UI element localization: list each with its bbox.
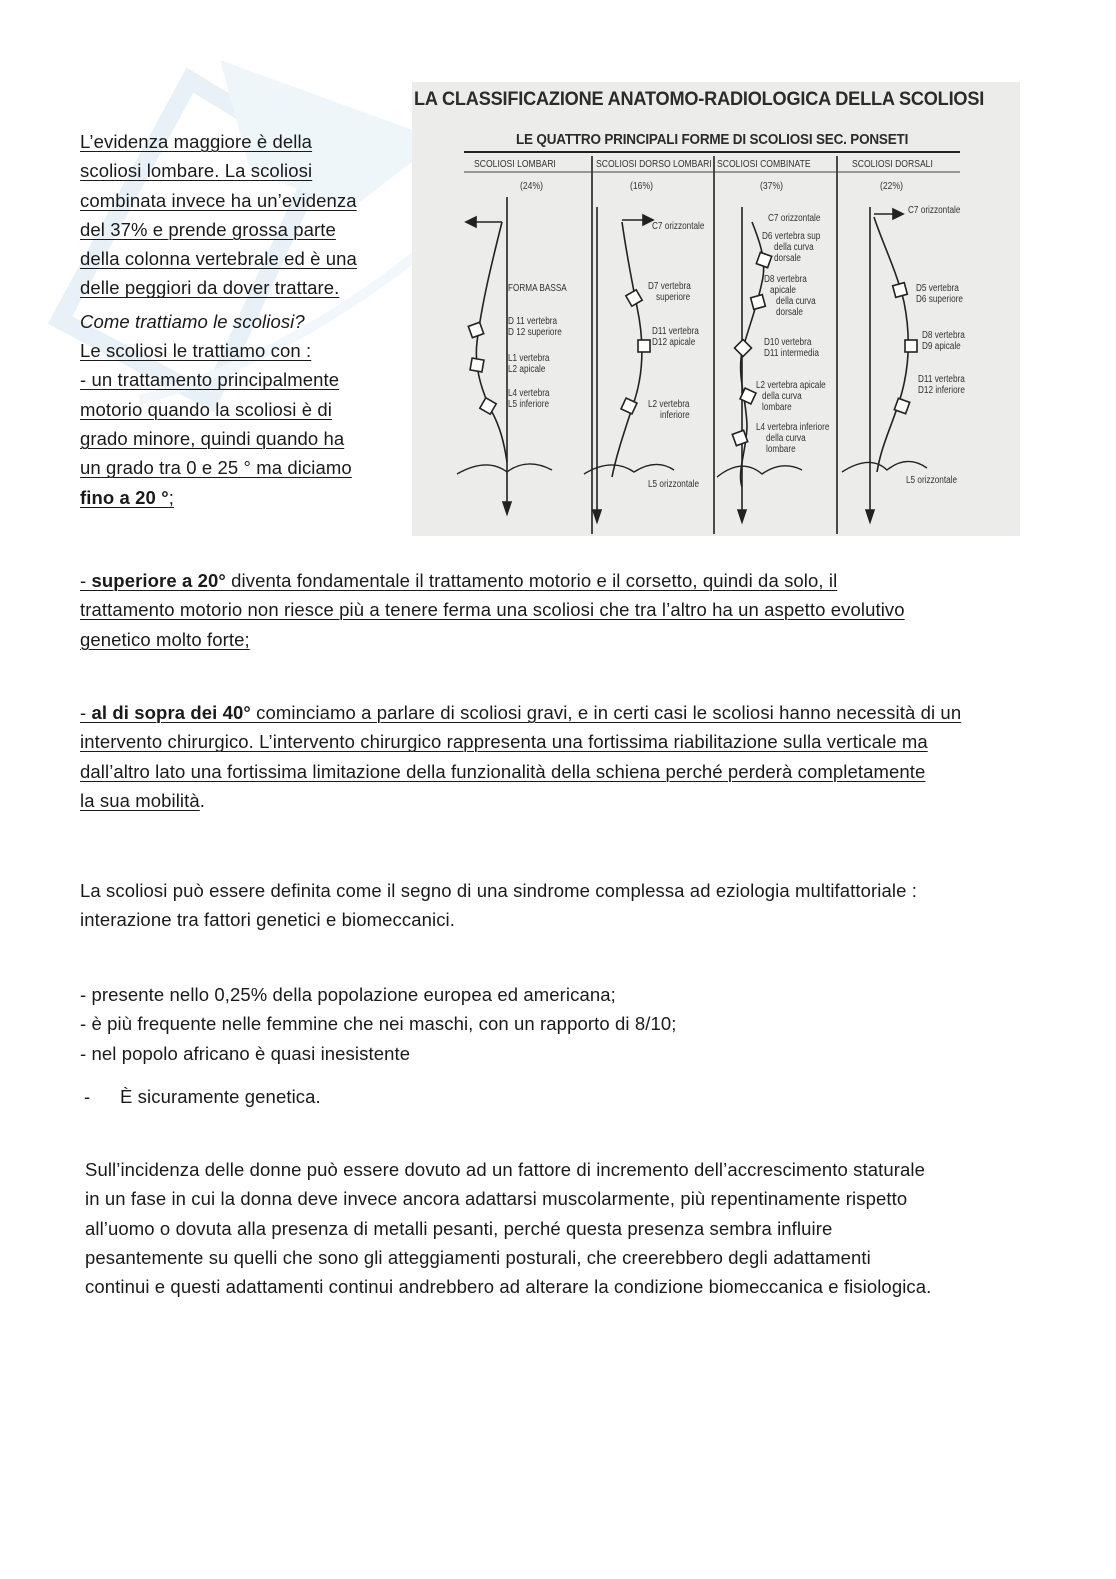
spine-label: D6 superiore — [916, 294, 963, 305]
intro-line: delle peggiori da dover trattare. — [80, 277, 340, 299]
intro-line: del 37% e prende grossa parte — [80, 218, 336, 240]
spine-label: dorsale — [776, 307, 803, 318]
intro-line: della colonna vertebrale ed è una — [80, 248, 357, 270]
spine-label: C7 orizzontale — [908, 205, 961, 216]
spine-diagram — [412, 82, 1020, 536]
spine-label: lombare — [766, 444, 796, 455]
column-header: SCOLIOSI LOMBARI — [474, 158, 556, 170]
column-percent: (22%) — [880, 180, 903, 192]
paragraph-tail: . — [199, 789, 206, 811]
scoliosis-classification-figure — [412, 82, 1020, 536]
paragraph-line: continui e questi adattamenti continui andrebbero ad alterare la condizione biomeccanica e fisiologica. — [85, 1276, 932, 1298]
facts-list — [80, 980, 1040, 1068]
treatment-line: Le scoliosi le trattiamo con : — [80, 340, 312, 362]
intro-line: L’evidenza maggiore è della — [80, 131, 313, 152]
list-dash: - — [84, 1086, 91, 1107]
treatment-line: grado minore, quindi quando ha — [80, 427, 345, 449]
spine-label: L5 inferiore — [508, 399, 550, 410]
section-question: Come trattiamo le scoliosi? — [80, 310, 305, 332]
spine-label: D8 vertebra — [922, 330, 965, 341]
spine-label: L1 vertebra — [508, 353, 550, 364]
spine-label: della curva — [774, 242, 814, 253]
spine-label: D9 apicale — [922, 341, 961, 352]
paragraph-line: trattamento motorio non riesce più a tenere ferma una scoliosi che tra l’altro ha un aspetto evolutivo — [80, 599, 905, 621]
figure-title: LA CLASSIFICAZIONE ANATOMO-RADIOLOGICA DELLA SCOLIOSI — [414, 88, 985, 110]
spine-label: L5 orizzontale — [648, 479, 700, 490]
column-header: SCOLIOSI DORSO LOMBARI — [596, 158, 712, 170]
paragraph-over-20 — [80, 566, 1040, 654]
spine-label: D12 inferiore — [918, 385, 965, 396]
spine-label: dorsale — [774, 253, 801, 264]
paragraph-line: La scoliosi può essere definita come il segno di una sindrome complessa ad eziologia multifattoriale : — [80, 880, 917, 901]
spine-label: della curva — [762, 391, 802, 402]
column-percent: (37%) — [760, 180, 783, 192]
spine-label: FORMA BASSA — [508, 283, 567, 294]
paragraph-line: dall’altro lato una fortissima limitazione della funzionalità della schiena perché perderà completamente — [80, 760, 926, 782]
spine-label: della curva — [776, 296, 816, 307]
paragraph-line: all’uomo o dovuta alla presenza di metalli pesanti, perché questa presenza sembra influire — [85, 1217, 833, 1239]
list-item: - presente nello 0,25% della popolazione europea ed americana; — [80, 984, 616, 1005]
column-header: SCOLIOSI DORSALI — [852, 158, 933, 170]
column-percent: (24%) — [520, 180, 543, 192]
spine-label: inferiore — [660, 410, 690, 421]
spine-label: D10 vertebra — [764, 337, 812, 348]
spine-label: della curva — [766, 433, 806, 444]
paragraph-text: diventa fondamentale il trattamento motorio e il corsetto, quindi da solo, il — [225, 570, 838, 591]
paragraph-line: in un fase in cui la donna deve invece ancora adattarsi muscolarmente, più repentinamente rispetto — [85, 1188, 908, 1210]
paragraph-line: interazione tra fattori genetici e biomeccanici. — [80, 909, 455, 931]
treatment-line: - un trattamento principalmente — [80, 369, 340, 391]
bold-threshold: superiore a 20° — [91, 570, 226, 591]
list-item: È sicuramente genetica. — [120, 1086, 321, 1107]
facts-list-item — [80, 1082, 1040, 1111]
spine-label: L2 vertebra apicale — [756, 380, 826, 391]
paragraph-line: la sua mobilità — [80, 789, 200, 811]
spine-label: L5 orizzontale — [906, 475, 958, 486]
spine-label: D6 vertebra sup — [762, 231, 821, 242]
bold-threshold: al di sopra dei 40° — [91, 702, 251, 723]
paragraph-line: pesantemente su quelli che sono gli atteggiamenti posturali, che creerebbero degli adattamenti — [85, 1246, 871, 1268]
spine-label: L2 vertebra — [648, 399, 690, 410]
paragraph-incidence-women — [85, 1155, 1045, 1301]
paragraph-line: intervento chirurgico. L’intervento chirurgico rappresenta una fortissima riabilitazione sulla verticale ma — [80, 731, 928, 753]
intro-line: scoliosi lombare. La scoliosi — [80, 160, 313, 182]
spine-label: D12 apicale — [652, 337, 696, 348]
intro-line: combinata invece ha un’evidenza — [80, 189, 357, 211]
dash-prefix: - — [80, 702, 92, 723]
paragraph-over-40 — [80, 698, 1040, 815]
paragraph-text: cominciamo a parlare di scoliosi gravi, e in certi casi le scoliosi hanno necessità di un — [250, 702, 962, 723]
spine-label: lombare — [762, 402, 792, 413]
spine-label: D11 vertebra — [918, 374, 965, 385]
paragraph-line: genetico molto forte; — [80, 628, 250, 650]
spine-label: apicale — [770, 285, 796, 296]
spine-label: D5 vertebra — [916, 283, 959, 294]
spine-label: D11 vertebra — [652, 326, 699, 337]
spine-label: C7 orizzontale — [652, 221, 705, 232]
spine-label: L2 apicale — [508, 364, 546, 375]
treatment-line: un grado tra 0 e 25 ° ma diciamo — [80, 457, 352, 479]
figure-subtitle: LE QUATTRO PRINCIPALI FORME DI SCOLIOSI SEC. PONSETI — [516, 132, 909, 148]
list-item: - nel popolo africano è quasi inesistente — [80, 1042, 411, 1064]
treatment-line: motorio quando la scoliosi è di — [80, 398, 332, 420]
spine-label: L4 vertebra — [508, 388, 550, 399]
treatment-line-tail: ; — [168, 486, 174, 508]
spine-label: L4 vertebra inferiore — [756, 422, 830, 433]
column-percent: (16%) — [630, 180, 653, 192]
spine-label: D 12 superiore — [508, 327, 562, 338]
spine-label: D 11 vertebra — [508, 316, 558, 327]
spine-label: superiore — [656, 292, 691, 303]
spine-label: D11 intermedia — [764, 348, 820, 359]
intro-text-block — [80, 127, 400, 512]
bold-threshold: fino a 20 ° — [80, 486, 169, 508]
list-item: - è più frequente nelle femmine che nei maschi, con un rapporto di 8/10; — [80, 1013, 677, 1035]
paragraph-definition — [80, 876, 1040, 935]
column-header: SCOLIOSI COMBINATE — [717, 158, 811, 170]
spine-label: C7 orizzontale — [768, 213, 821, 224]
paragraph-line: Sull’incidenza delle donne può essere dovuto ad un fattore di incremento dell’accrescimento staturale — [85, 1159, 926, 1180]
dash-prefix: - — [80, 570, 92, 591]
spine-label: D8 vertebra — [764, 274, 807, 285]
spine-label: D7 vertebra — [648, 281, 691, 292]
